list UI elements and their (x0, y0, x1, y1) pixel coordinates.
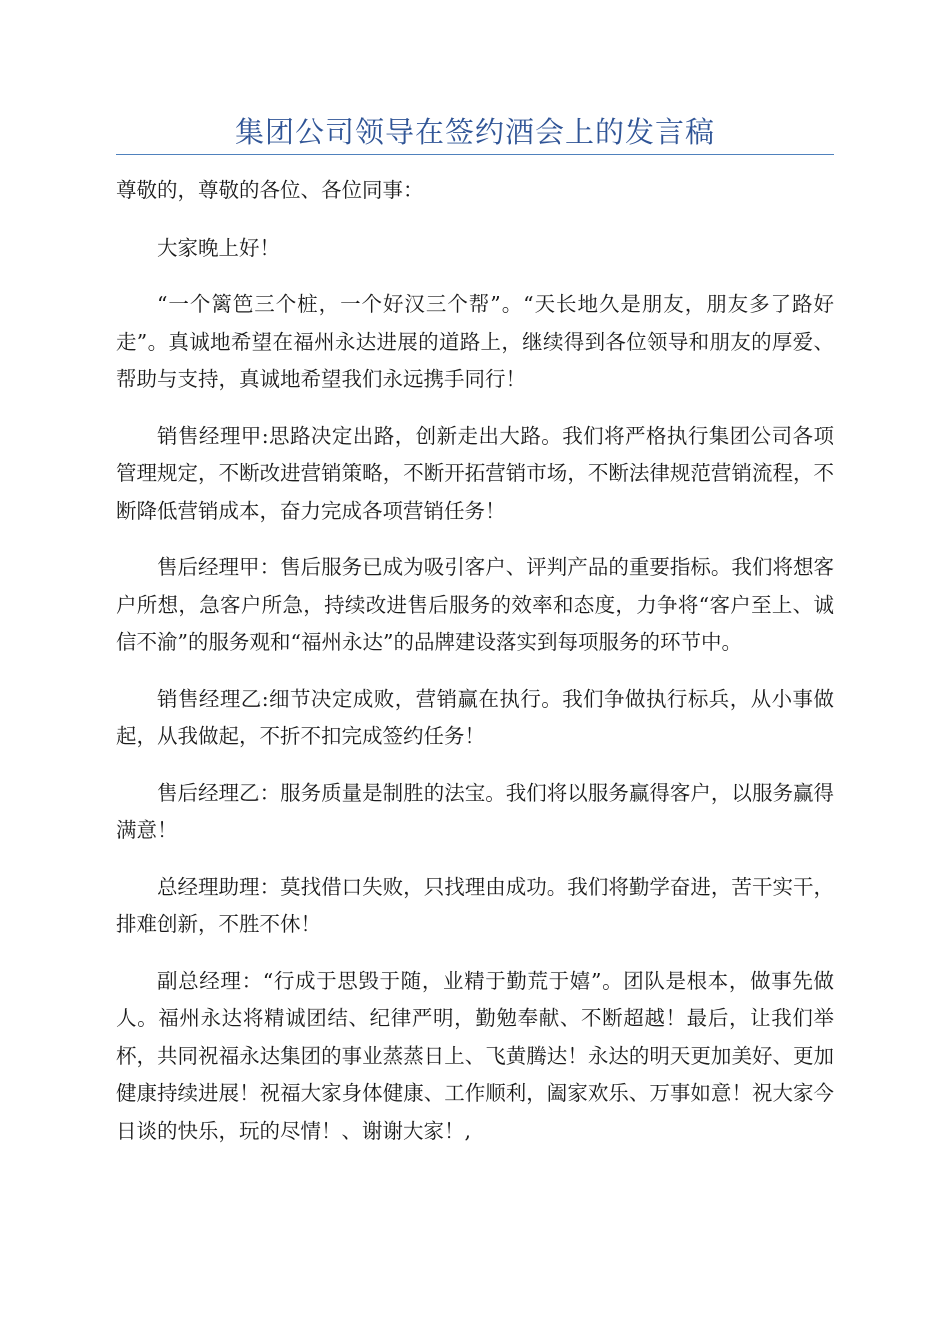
paragraph-aftersales-manager-b: 售后经理乙：服务质量是制胜的法宝。我们将以服务赢得客户，以服务赢得满意！ (116, 780, 834, 842)
document-body (116, 172, 834, 1169)
paragraph-sales-manager-b: 销售经理乙:细节决定成败，营销赢在执行。我们争做执行标兵，从小事做起，从我做起，不折不扣完成签约任务！ (116, 686, 834, 748)
paragraph-greeting: 大家晚上好！ (157, 235, 280, 260)
paragraph-opening: “一个篱笆三个桩，一个好汉三个帮”。“天长地久是朋友，朋友多了路好走”。真诚地希望在福州永达进展的道路上，继续得到各位领导和朋友的厚爱、帮助与支持，真诚地希望我们永远携手同行！ (116, 292, 834, 391)
title-underline (116, 154, 834, 155)
paragraph-aftersales-manager-a: 售后经理甲：售后服务已成为吸引客户、评判产品的重要指标。我们将想客户所想，急客户所急，持续改进售后服务的效率和态度，力争将“客户至上、诚信不渝”的服务观和“福州永达”的品牌建设落实到每项服务的环节中。 (116, 555, 834, 654)
salutation: 尊敬的，尊敬的各位、各位同事： (116, 178, 424, 202)
paragraph-deputy-gm: 副总经理：“行成于思毁于随，业精于勤荒于嬉”。团队是根本，做事先做人。福州永达将精诚团结、纪律严明，勤勉奉献、不断超越！最后，让我们举杯，共同祝福永达集团的事业蒸蒸日上、飞黄腾达！永达的明天更加美好、更加健康持续进展！祝福大家身体健康、工作顺利，阖家欢乐、万事如意！祝大家今日谈的快乐，玩的尽情！、谢谢大家！, (116, 968, 834, 1143)
paragraph-gm-assistant: 总经理助理：莫找借口失败，只找理由成功。我们将勤学奋进，苦干实干，排难创新，不胜不休！ (116, 874, 834, 936)
document-title: 集团公司领导在签约酒会上的发言稿 (234, 115, 715, 149)
paragraph-sales-manager-a: 销售经理甲:思路决定出路，创新走出大路。我们将严格执行集团公司各项管理规定，不断改进营销策略，不断开拓营销市场，不断法律规范营销流程，不断降低营销成本，奋力完成各项营销任务！ (116, 423, 834, 523)
